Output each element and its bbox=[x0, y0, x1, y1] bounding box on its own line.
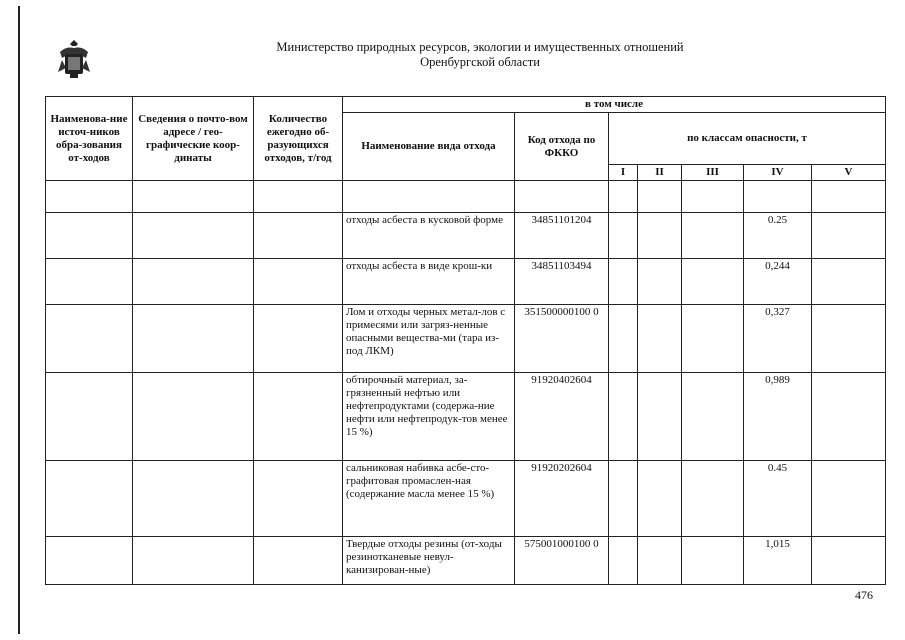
waste-name: сальниковая набивка асбе-сто-графитовая промаслен-ная (содержание масла менее 15 %) bbox=[343, 461, 515, 537]
header-quantity: Количество ежегодно об-разующихся отходов, т/год bbox=[254, 97, 343, 181]
header-class-2: II bbox=[638, 165, 682, 181]
waste-table bbox=[45, 96, 886, 585]
class-4-value: 0.45 bbox=[744, 461, 812, 537]
header-class-5: V bbox=[812, 165, 886, 181]
waste-code: 91920402604 bbox=[515, 373, 609, 461]
header-hazard-classes: по классам опасности, т bbox=[609, 113, 886, 165]
header-class-3: III bbox=[682, 165, 744, 181]
document-header bbox=[200, 40, 760, 70]
table-row bbox=[46, 373, 886, 461]
waste-code: 575001000100 0 bbox=[515, 537, 609, 585]
waste-name: обтирочный материал, за-грязненный нефтью или нефтепродуктами (содержа-ние нефти или нефтепродук-тов менее 15 %) bbox=[343, 373, 515, 461]
table-row bbox=[46, 537, 886, 585]
waste-name: Лом и отходы черных метал-лов с примесями или загряз-ненные опасными вещества-ми (тара из-под ЛКМ) bbox=[343, 305, 515, 373]
table-row bbox=[46, 305, 886, 373]
waste-name: Твердые отходы резины (от-ходы резинотканевые невул-канизирован-ные) bbox=[343, 537, 515, 585]
waste-name: отходы асбеста в виде крош-ки bbox=[343, 259, 515, 305]
class-4-value: 0,989 bbox=[744, 373, 812, 461]
ministry-name: Министерство природных ресурсов, экологии и имущественных отношений bbox=[276, 40, 684, 54]
header-class-4: IV bbox=[744, 165, 812, 181]
table-row bbox=[46, 461, 886, 537]
table-row bbox=[46, 213, 886, 259]
class-4-value: 0,244 bbox=[744, 259, 812, 305]
class-4-value: 1,015 bbox=[744, 537, 812, 585]
region-name: Оренбургской области bbox=[420, 55, 540, 69]
class-4-value: 0.25 bbox=[744, 213, 812, 259]
page-number: 476 bbox=[855, 588, 873, 602]
waste-code: 351500000100 0 bbox=[515, 305, 609, 373]
coat-of-arms-icon bbox=[56, 38, 92, 80]
header-source: Наименова-ние источ-ников обра-зования от-ходов bbox=[46, 97, 133, 181]
waste-code: 91920202604 bbox=[515, 461, 609, 537]
header-class-1: I bbox=[609, 165, 638, 181]
header-address: Сведения о почто-вом адресе / гео-графические коор-динаты bbox=[133, 97, 254, 181]
header-waste-name: Наименование вида отхода bbox=[343, 113, 515, 181]
class-4-value: 0,327 bbox=[744, 305, 812, 373]
page-edge-rule bbox=[18, 6, 20, 634]
waste-code: 34851101204 bbox=[515, 213, 609, 259]
header-waste-code: Код отхода по ФККО bbox=[515, 113, 609, 181]
table-row bbox=[46, 259, 886, 305]
waste-code: 34851103494 bbox=[515, 259, 609, 305]
waste-name: отходы асбеста в кусковой форме bbox=[343, 213, 515, 259]
header-including: в том числе bbox=[343, 97, 886, 113]
table-row-empty bbox=[46, 181, 886, 213]
